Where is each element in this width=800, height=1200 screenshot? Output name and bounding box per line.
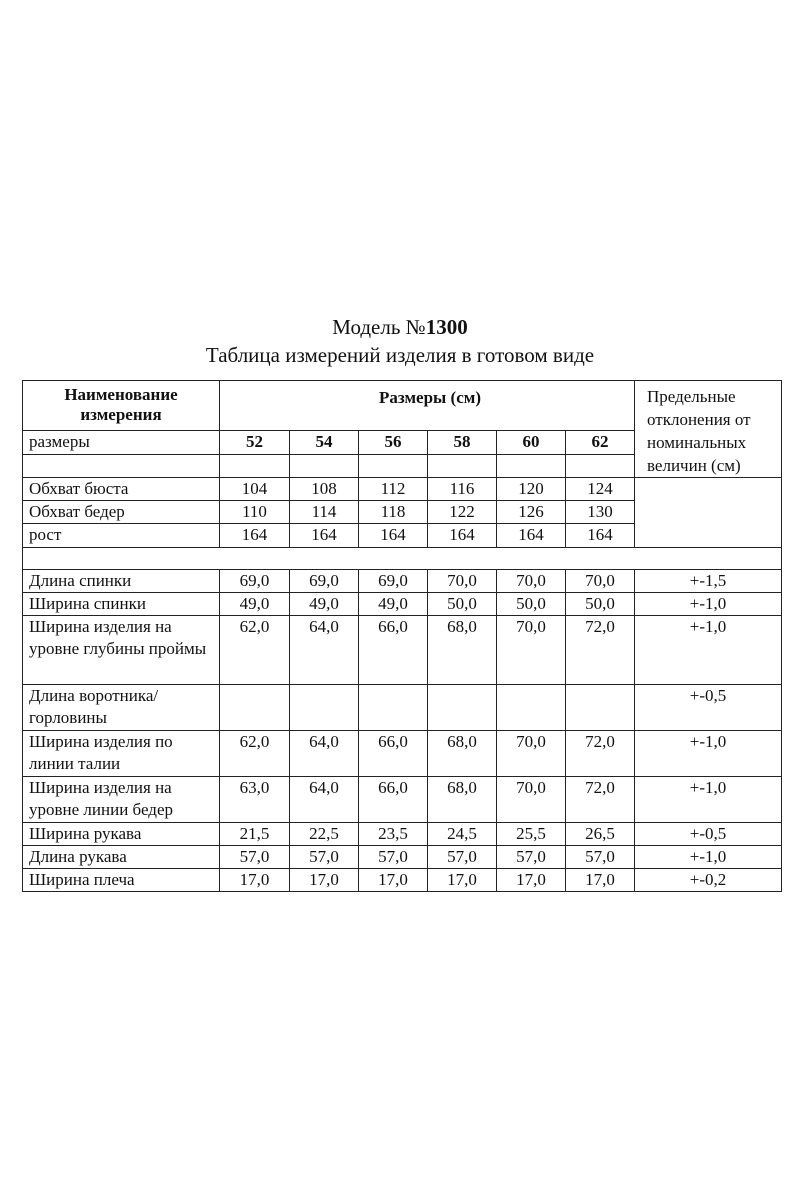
value-cell: 70,0	[566, 570, 635, 593]
spacer-row	[23, 548, 782, 570]
deviation-cell: +-0,5	[635, 685, 782, 731]
value-cell: 72,0	[566, 777, 635, 823]
value-cell: 70,0	[497, 777, 566, 823]
deviation-cell	[635, 501, 782, 524]
value-cell: 72,0	[566, 731, 635, 777]
value-cell: 57,0	[359, 846, 428, 869]
value-cell: 114	[290, 501, 359, 524]
deviation-cell: +-1,0	[635, 593, 782, 616]
product-measurement-row	[23, 593, 782, 616]
value-cell	[428, 685, 497, 731]
empty-cell	[220, 455, 290, 478]
value-cell: 164	[428, 524, 497, 548]
product-measurement-row	[23, 777, 782, 823]
value-cell: 112	[359, 478, 428, 501]
value-cell: 25,5	[497, 823, 566, 846]
value-cell	[497, 685, 566, 731]
size-cell: 52	[220, 430, 290, 455]
value-cell: 69,0	[220, 570, 290, 593]
value-cell: 26,5	[566, 823, 635, 846]
value-cell: 120	[497, 478, 566, 501]
product-measurement-row	[23, 685, 782, 731]
body-measurement-row	[23, 524, 782, 548]
value-cell: 49,0	[359, 593, 428, 616]
value-cell: 66,0	[359, 616, 428, 685]
value-cell: 17,0	[428, 869, 497, 892]
spacer-cell	[23, 548, 782, 570]
measurement-name: Ширина спинки	[23, 593, 220, 616]
value-cell: 62,0	[220, 731, 290, 777]
sizes-row-label: размеры	[23, 430, 220, 455]
measurements-table	[22, 380, 782, 892]
value-cell: 104	[220, 478, 290, 501]
deviation-cell: +-1,0	[635, 731, 782, 777]
value-cell: 23,5	[359, 823, 428, 846]
value-cell: 57,0	[566, 846, 635, 869]
value-cell: 126	[497, 501, 566, 524]
value-cell: 57,0	[428, 846, 497, 869]
product-measurement-row	[23, 823, 782, 846]
value-cell	[290, 685, 359, 731]
name-column-header	[23, 381, 220, 431]
title-block	[0, 313, 800, 369]
value-cell: 24,5	[428, 823, 497, 846]
value-cell: 57,0	[497, 846, 566, 869]
measurement-name: Длина спинки	[23, 570, 220, 593]
value-cell: 57,0	[290, 846, 359, 869]
value-cell: 50,0	[566, 593, 635, 616]
measurement-name: Длина воротника/горловины	[23, 685, 220, 731]
deviation-cell: +-0,5	[635, 823, 782, 846]
value-cell: 108	[290, 478, 359, 501]
value-cell: 64,0	[290, 777, 359, 823]
value-cell: 122	[428, 501, 497, 524]
value-cell: 69,0	[290, 570, 359, 593]
value-cell: 116	[428, 478, 497, 501]
value-cell: 164	[290, 524, 359, 548]
value-cell: 70,0	[428, 570, 497, 593]
value-cell: 17,0	[290, 869, 359, 892]
value-cell: 72,0	[566, 616, 635, 685]
model-number: 1300	[425, 315, 468, 339]
value-cell: 62,0	[220, 616, 290, 685]
value-cell: 68,0	[428, 777, 497, 823]
empty-cell	[290, 455, 359, 478]
value-cell: 49,0	[220, 593, 290, 616]
value-cell: 66,0	[359, 731, 428, 777]
deviation-column-header: Предельные отклонения от номинальных величин (см)	[635, 381, 782, 478]
product-measurement-row	[23, 570, 782, 593]
body-measurement-row	[23, 501, 782, 524]
deviation-cell: +-1,0	[635, 616, 782, 685]
empty-cell	[23, 455, 220, 478]
value-cell	[359, 685, 428, 731]
value-cell: 68,0	[428, 731, 497, 777]
value-cell: 64,0	[290, 731, 359, 777]
size-cell: 56	[359, 430, 428, 455]
empty-cell	[566, 455, 635, 478]
header-row	[23, 381, 782, 431]
value-cell: 70,0	[497, 616, 566, 685]
value-cell: 164	[359, 524, 428, 548]
value-cell: 110	[220, 501, 290, 524]
measurement-name: Ширина плеча	[23, 869, 220, 892]
deviation-cell: +-1,0	[635, 846, 782, 869]
deviation-cell	[635, 524, 782, 548]
measurement-name: Ширина изделия на уровне линии бедер	[23, 777, 220, 823]
sizes-column-header: Размеры (см)	[220, 381, 635, 431]
value-cell: 66,0	[359, 777, 428, 823]
value-cell	[566, 685, 635, 731]
value-cell: 130	[566, 501, 635, 524]
value-cell: 118	[359, 501, 428, 524]
value-cell: 17,0	[359, 869, 428, 892]
model-title	[0, 313, 800, 341]
value-cell: 50,0	[428, 593, 497, 616]
product-measurement-row	[23, 616, 782, 685]
size-cell: 62	[566, 430, 635, 455]
measurement-name: Ширина изделия по линии талии	[23, 731, 220, 777]
size-cell: 58	[428, 430, 497, 455]
deviation-cell	[635, 478, 782, 501]
value-cell: 70,0	[497, 731, 566, 777]
value-cell: 70,0	[497, 570, 566, 593]
measurement-name: рост	[23, 524, 220, 548]
deviation-cell: +-1,5	[635, 570, 782, 593]
value-cell: 50,0	[497, 593, 566, 616]
value-cell: 63,0	[220, 777, 290, 823]
size-cell: 60	[497, 430, 566, 455]
value-cell: 164	[497, 524, 566, 548]
measurement-name: Обхват бюста	[23, 478, 220, 501]
value-cell: 17,0	[566, 869, 635, 892]
empty-cell	[359, 455, 428, 478]
name-header-line2: измерения	[80, 405, 162, 424]
measurement-name: Длина рукава	[23, 846, 220, 869]
measurement-name: Обхват бедер	[23, 501, 220, 524]
product-measurement-row	[23, 731, 782, 777]
name-header-line1: Наименование	[64, 385, 178, 404]
empty-cell	[497, 455, 566, 478]
value-cell: 17,0	[497, 869, 566, 892]
deviation-cell: +-0,2	[635, 869, 782, 892]
value-cell: 49,0	[290, 593, 359, 616]
value-cell	[220, 685, 290, 731]
deviation-cell: +-1,0	[635, 777, 782, 823]
value-cell: 164	[566, 524, 635, 548]
value-cell: 22,5	[290, 823, 359, 846]
model-prefix: Модель №	[332, 315, 426, 339]
value-cell: 164	[220, 524, 290, 548]
value-cell: 57,0	[220, 846, 290, 869]
product-measurement-row	[23, 869, 782, 892]
value-cell: 124	[566, 478, 635, 501]
table-subtitle: Таблица измерений изделия в готовом виде	[205, 343, 595, 367]
value-cell: 69,0	[359, 570, 428, 593]
product-measurement-row	[23, 846, 782, 869]
measurement-name: Ширина рукава	[23, 823, 220, 846]
size-cell: 54	[290, 430, 359, 455]
value-cell: 68,0	[428, 616, 497, 685]
value-cell: 64,0	[290, 616, 359, 685]
measurement-name: Ширина изделия на уровне глубины проймы	[23, 616, 220, 685]
empty-cell	[428, 455, 497, 478]
body-measurement-row	[23, 478, 782, 501]
value-cell: 17,0	[220, 869, 290, 892]
value-cell: 21,5	[220, 823, 290, 846]
